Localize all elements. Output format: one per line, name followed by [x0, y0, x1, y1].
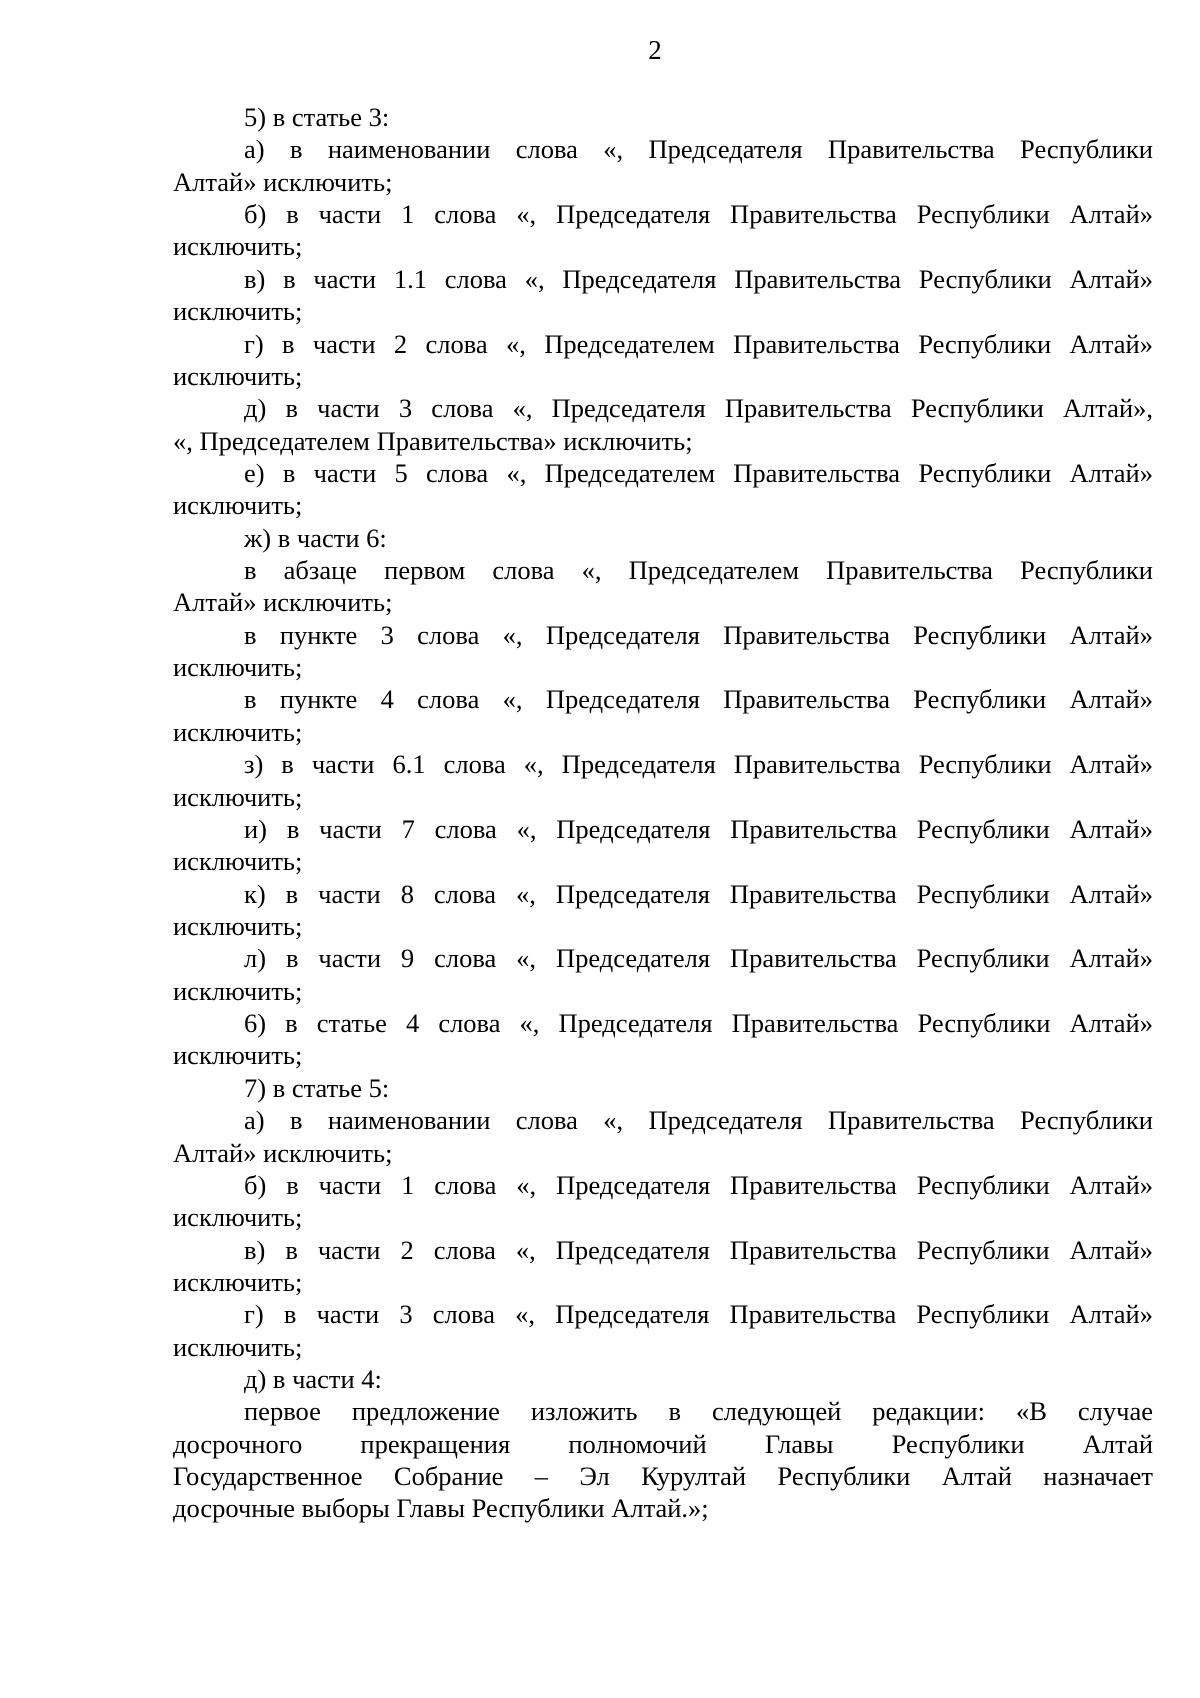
paragraph-line: а) в наименовании слова «, Председателя Правительства Республики	[244, 134, 1153, 165]
paragraph	[173, 457, 1153, 522]
paragraph-line: а) в наименовании слова «, Председателя Правительства Республики	[244, 1105, 1153, 1136]
paragraph	[173, 942, 1153, 1007]
paragraph-line: досрочные выборы Главы Республики Алтай.»;	[173, 1493, 709, 1524]
paragraph-line: в) в части 1.1 слова «, Председателя Правительства Республики Алтай»	[244, 263, 1153, 294]
paragraph	[173, 1395, 1153, 1524]
paragraph	[173, 813, 1153, 878]
paragraph-line: 5) в статье 3:	[244, 102, 390, 132]
paragraph-line: исключить;	[173, 1040, 303, 1071]
page-number: 2	[648, 35, 662, 65]
paragraph-line: и) в части 7 слова «, Председателя Правительства Республики Алтай»	[244, 813, 1153, 844]
paragraph-line: 7) в статье 5:	[244, 1072, 390, 1103]
paragraph-line: исключить;	[173, 652, 303, 683]
paragraph-line: исключить;	[173, 716, 303, 747]
paragraph-line: исключить;	[173, 1331, 303, 1362]
paragraph	[173, 522, 1153, 554]
paragraph-line: в абзаце первом слова «, Председателем Правительства Республики	[244, 555, 1153, 586]
paragraph	[173, 1169, 1153, 1234]
paragraph-line: б) в части 1 слова «, Председателя Правительства Республики Алтай»	[244, 199, 1153, 230]
paragraph	[173, 748, 1153, 813]
paragraph	[173, 198, 1153, 263]
paragraph	[173, 1234, 1153, 1299]
paragraph-line: ж) в части 6:	[244, 522, 387, 553]
paragraph-line: д) в части 3 слова «, Председателя Правительства Республики Алтай»,	[244, 393, 1153, 424]
paragraph-line: д) в части 4:	[244, 1364, 382, 1395]
paragraph-line: б) в части 1 слова «, Председателя Правительства Республики Алтай»	[244, 1169, 1153, 1200]
paragraph	[173, 263, 1153, 328]
paragraph	[173, 683, 1153, 748]
paragraph-line: исключить;	[173, 910, 303, 941]
paragraph-line: исключить;	[173, 781, 303, 812]
paragraph-line: «, Председателем Правительства» исключить;	[173, 425, 693, 456]
paragraph	[173, 1104, 1153, 1169]
paragraph-line: к) в части 8 слова «, Председателя Правительства Республики Алтай»	[244, 878, 1153, 909]
paragraph-line: Алтай» исключить;	[173, 587, 393, 618]
paragraph-line: первое предложение изложить в следующей редакции: «В случае	[244, 1396, 1153, 1427]
paragraph-line: исключить;	[173, 490, 303, 521]
paragraph	[173, 878, 1153, 943]
paragraph	[173, 1363, 1153, 1395]
paragraph-line: в пункте 3 слова «, Председателя Правительства Республики Алтай»	[244, 619, 1153, 650]
paragraph-line: 6) в статье 4 слова «, Председателя Правительства Республики Алтай»	[244, 1008, 1153, 1039]
paragraph-line: Алтай» исключить;	[173, 1137, 393, 1168]
paragraph-line: е) в части 5 слова «, Председателем Правительства Республики Алтай»	[244, 457, 1153, 488]
paragraph-line: исключить;	[173, 231, 303, 262]
paragraph	[173, 133, 1153, 198]
paragraph-line: Алтай» исключить;	[173, 166, 393, 197]
paragraph-line: исключить;	[173, 360, 303, 391]
paragraph-line: исключить;	[173, 296, 303, 327]
paragraph-line: Государственное Собрание – Эл Курултай Республики Алтай назначает	[173, 1461, 1153, 1492]
paragraph-line: г) в части 2 слова «, Председателем Правительства Республики Алтай»	[244, 328, 1153, 359]
paragraph-line: в пункте 4 слова «, Председателя Правительства Республики Алтай»	[244, 684, 1153, 715]
document-body	[173, 101, 1153, 1525]
paragraph	[173, 392, 1153, 457]
paragraph	[173, 1298, 1153, 1363]
paragraph-line: досрочного прекращения полномочий Главы Республики Алтай	[173, 1428, 1153, 1459]
paragraph-line: л) в части 9 слова «, Председателя Правительства Республики Алтай»	[244, 943, 1153, 974]
paragraph-line: в) в части 2 слова «, Председателя Правительства Республики Алтай»	[244, 1234, 1153, 1265]
paragraph-line: г) в части 3 слова «, Председателя Правительства Республики Алтай»	[244, 1299, 1153, 1330]
paragraph-line: исключить;	[173, 1266, 303, 1297]
paragraph	[173, 1007, 1153, 1072]
paragraph	[173, 619, 1153, 684]
paragraph	[173, 101, 1153, 133]
paragraph-line: исключить;	[173, 1202, 303, 1233]
paragraph-line: з) в части 6.1 слова «, Председателя Правительства Республики Алтай»	[244, 749, 1153, 780]
paragraph	[173, 328, 1153, 393]
paragraph	[173, 554, 1153, 619]
paragraph	[173, 1072, 1153, 1104]
paragraph-line: исключить;	[173, 846, 303, 877]
paragraph-line: исключить;	[173, 975, 303, 1006]
